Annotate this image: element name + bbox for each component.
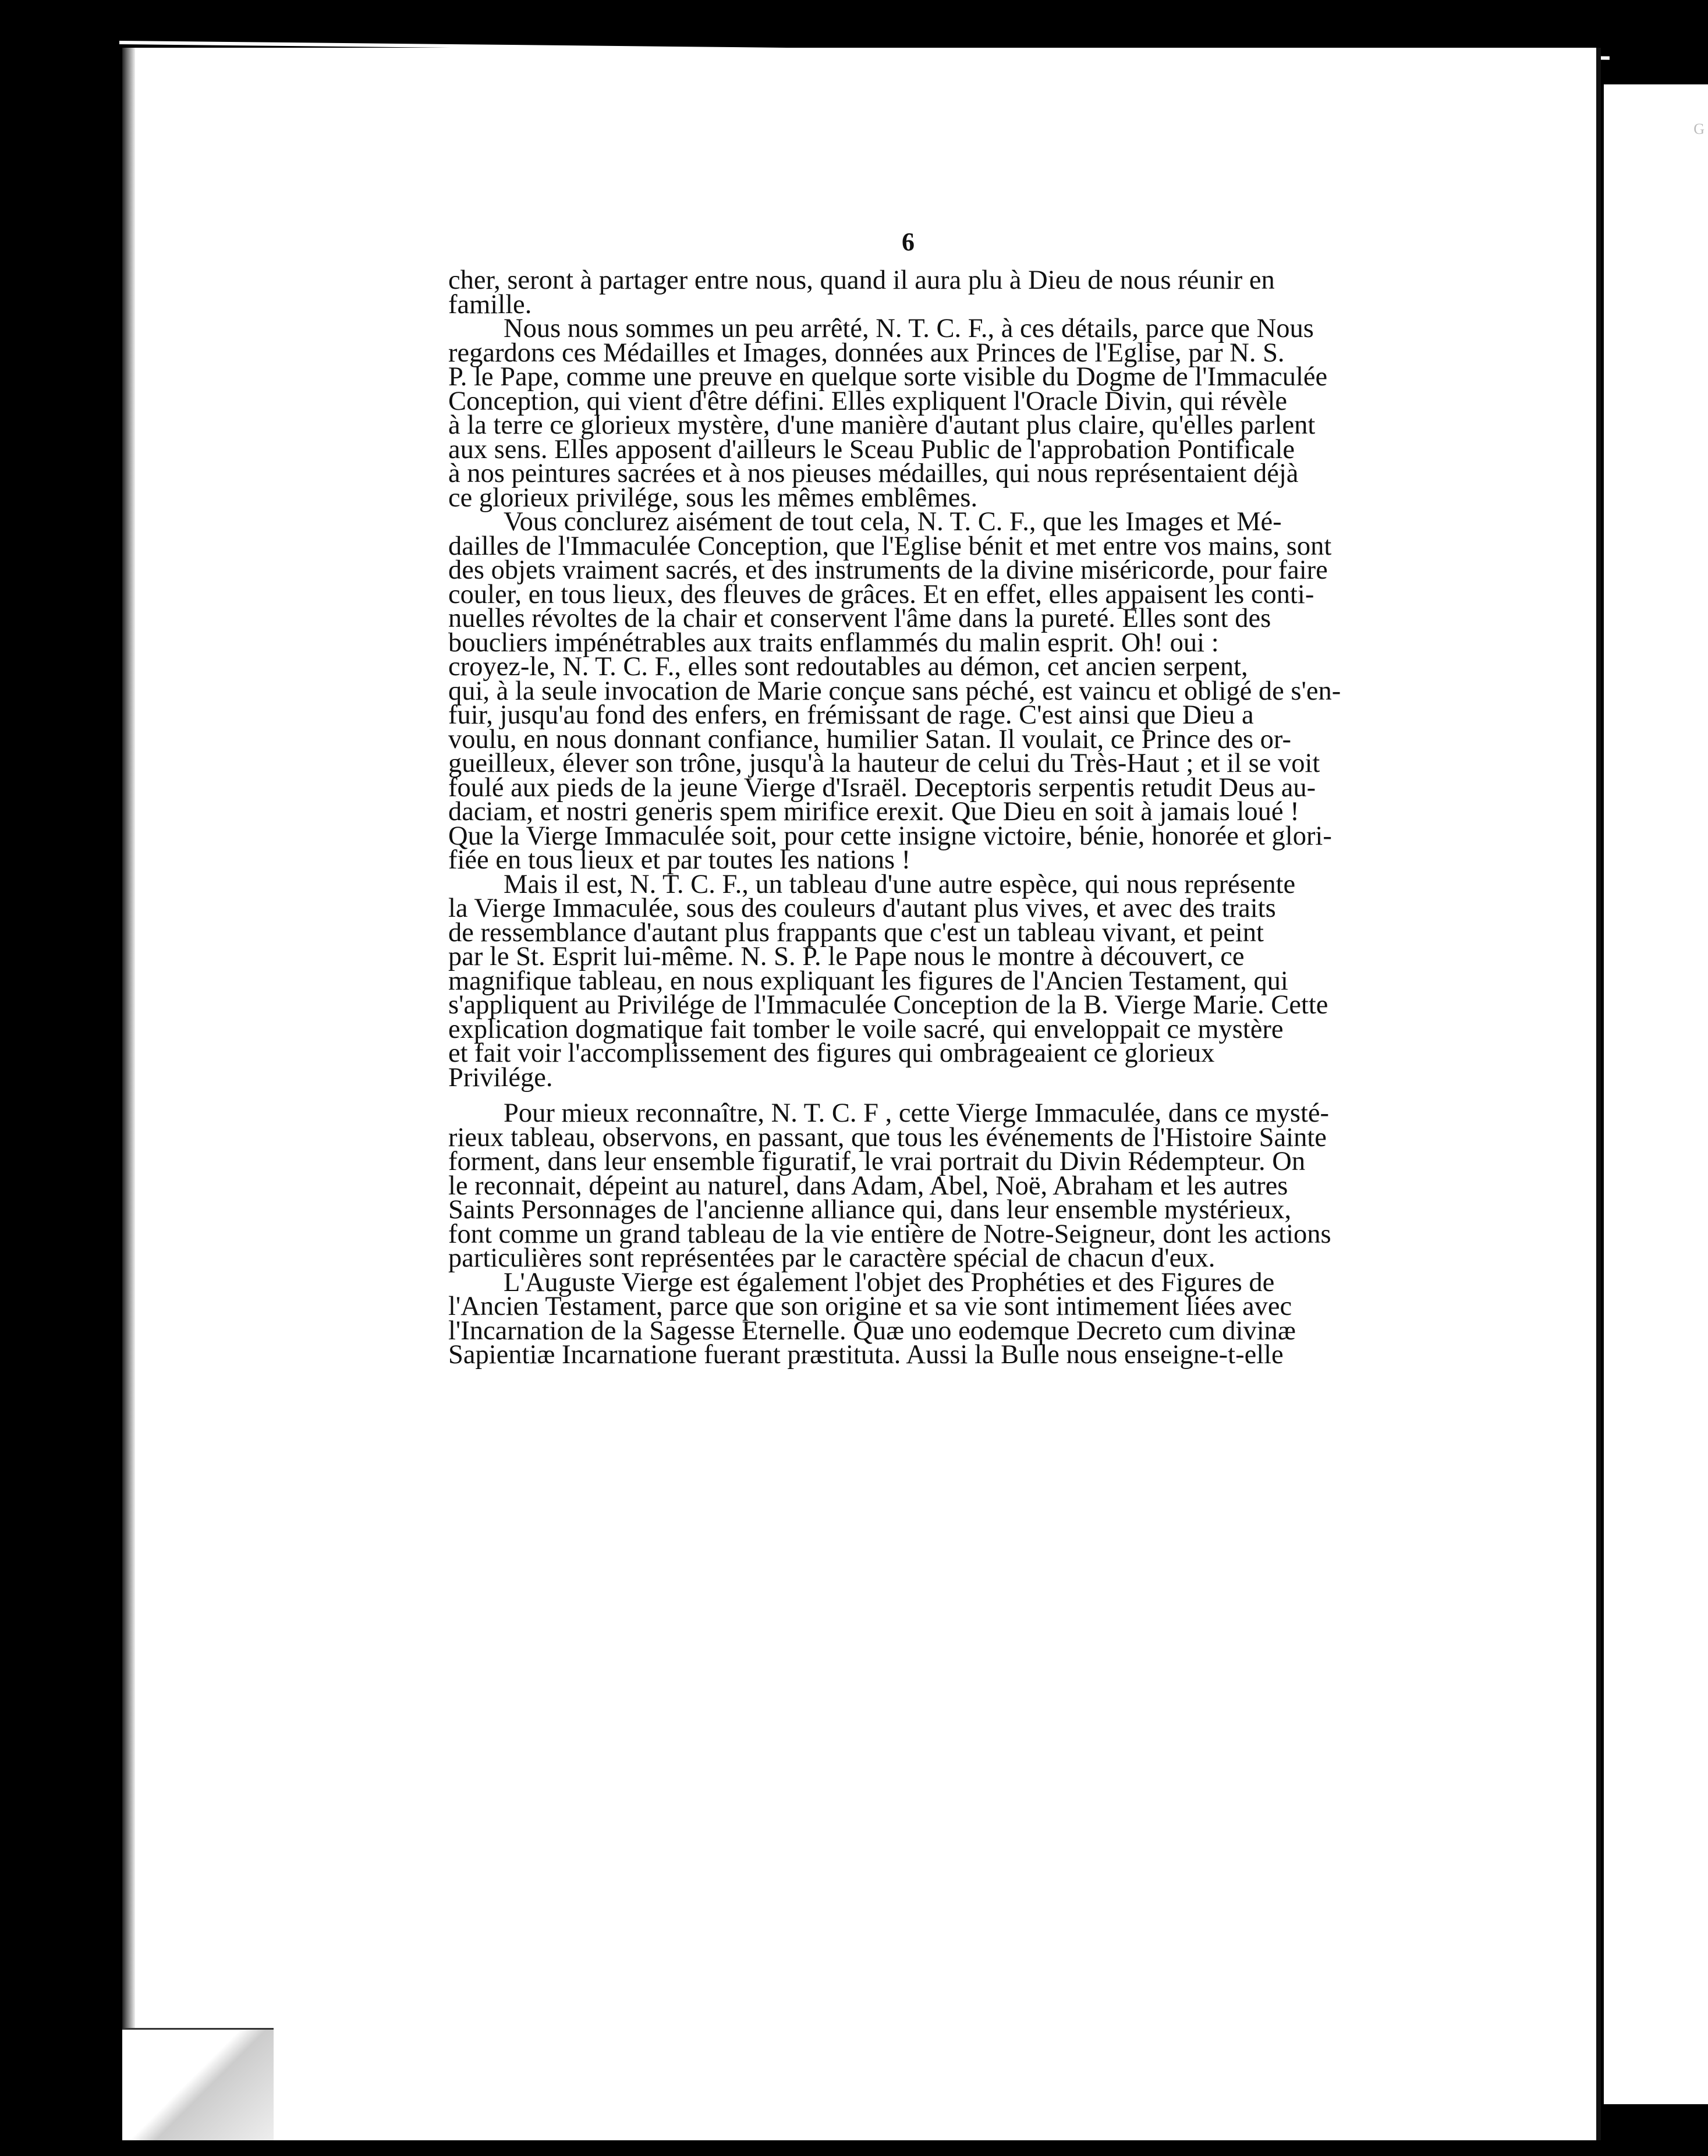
text-line: famille.: [448, 289, 532, 320]
text-line: gueilleux, élever son trône, jusqu'à la hauteur de celui du Très-Haut ; et il se voit: [448, 749, 1320, 778]
text-line: font comme un grand tableau de la vie entière de Notre-Seigneur, dont les actions: [448, 1219, 1331, 1249]
paragraph: [448, 265, 1333, 320]
text-line: dailles de l'Immaculée Conception, que l'Eglise bénit et met entre vos mains, sont: [448, 531, 1332, 561]
text-line: magnifique tableau, en nous expliquant les figures de l'Ancien Testament, qui: [448, 966, 1288, 996]
text-line: couler, en tous lieux, des fleuves de grâces. Et en effet, elles appaisent les conti-: [448, 579, 1314, 609]
page-fold: [122, 2028, 274, 2140]
paragraph: [448, 507, 1341, 875]
text-line: daciam, et nostri generis spem mirifice erexit. Que Dieu en soit à jamais loué !: [448, 797, 1299, 827]
text-line: la Vierge Immaculée, sous des couleurs d'autant plus vives, et avec des traits: [448, 893, 1276, 923]
page-content: [448, 227, 1341, 1370]
text-line: Pour mieux reconnaître, N. T. C. F , cette Vierge Immaculée, dans ce mysté-: [504, 1098, 1330, 1128]
text-line: le reconnait, dépeint au naturel, dans Adam, Abel, Noë, Abraham et les autres: [448, 1171, 1288, 1201]
text-line: forment, dans leur ensemble figuratif, le vrai portrait du Divin Rédempteur. On: [448, 1147, 1306, 1176]
text-line: cher, seront à partager entre nous, quand il aura plu à Dieu de nous réunir en: [448, 265, 1275, 295]
text-line: par le St. Esprit lui-même. N. S. P. le Pape nous le montre à découvert, ce: [448, 942, 1245, 971]
paragraph: [448, 1267, 1333, 1370]
text-line: boucliers impénétrables aux traits enflammés du malin esprit. Oh! oui :: [448, 627, 1219, 658]
text-line: Conception, qui vient d'être défini. Elles expliquent l'Oracle Divin, qui révèle: [448, 386, 1288, 416]
text-line: de ressemblance d'autant plus frappants que c'est un tableau vivant, et peint: [448, 917, 1264, 948]
paragraph: [448, 1098, 1333, 1273]
text-line: l'Incarnation de la Sagesse Eternelle. Quæ uno eodemque Decreto cum divinæ: [448, 1315, 1296, 1346]
text-line: regardons ces Médailles et Images, données aux Princes de l'Eglise, par N. S.: [448, 338, 1285, 368]
text-line: particulières sont représentées par le caractère spécial de chacun d'eux.: [448, 1243, 1216, 1273]
text-line: voulu, en nous donnant confiance, humilier Satan. Il voulait, ce Prince des or-: [448, 724, 1291, 754]
text-line: l'Ancien Testament, parce que son origine et sa vie sont intimement liées avec: [448, 1292, 1292, 1321]
text-line: Sapientiæ Incarnatione fuerant præstituta. Aussi la Bulle nous enseigne-t-elle: [448, 1340, 1284, 1370]
text-line: croyez-le, N. T. C. F., elles sont redoutables au démon, cet ancien serpent,: [448, 652, 1248, 682]
film-margin-strip: [1604, 84, 1708, 2104]
paragraph: [448, 314, 1333, 513]
text-line: foulé aux pieds de la jeune Vierge d'Israël. Deceptoris serpentis retudit Deus au-: [448, 772, 1316, 803]
text-line: Mais il est, N. T. C. F., un tableau d'une autre espèce, qui nous représente: [504, 869, 1296, 899]
text-line: Nous nous sommes un peu arrêté, N. T. C. F., à ces détails, parce que Nous: [504, 314, 1314, 343]
text-line: Saints Personnages de l'ancienne alliance qui, dans leur ensemble mystérieux,: [448, 1195, 1292, 1225]
text-line: fiée en tous lieux et par toutes les nations !: [448, 845, 911, 875]
text-line: à la terre ce glorieux mystère, d'une manière d'autant plus claire, qu'elles parlent: [448, 410, 1316, 440]
text-line: Vous conclurez aisément de tout cela, N. T. C. F., que les Images et Mé-: [504, 507, 1282, 537]
text-line: qui, à la seule invocation de Marie conçue sans péché, est vaincu et obligé de s'en-: [448, 676, 1341, 706]
text-line: Que la Vierge Immaculée soit, pour cette insigne victoire, bénie, honorée et glori-: [448, 821, 1332, 851]
page-binding-edge: [122, 48, 135, 2140]
text-line: des objets vraiment sacrés, et des instruments de la divine miséricorde, pour faire: [448, 555, 1328, 585]
text-line: P. le Pape, comme une preuve en quelque sorte visible du Dogme de l'Immaculée: [448, 362, 1328, 392]
text-line: ce glorieux privilége, sous les mêmes emblêmes.: [448, 483, 978, 513]
text-line: s'appliquent au Privilége de l'Immaculée Conception de la B. Vierge Marie. Cette: [448, 990, 1328, 1020]
text-line: explication dogmatique fait tomber le voile sacré, qui enveloppait ce mystère: [448, 1014, 1284, 1044]
page-right-edge: [1596, 48, 1601, 2140]
text-line: Privilége.: [448, 1062, 553, 1093]
text-line: et fait voir l'accomplissement des figures qui ombrageaient ce glorieux: [448, 1038, 1215, 1068]
corner-mark: G: [1693, 120, 1705, 137]
page-number: 6: [902, 228, 915, 256]
text-line: fuir, jusqu'au fond des enfers, en frémissant de rage. C'est ainsi que Dieu a: [448, 700, 1254, 730]
text-line: L'Auguste Vierge est également l'objet des Prophéties et des Figures de: [504, 1267, 1275, 1297]
text-line: rieux tableau, observons, en passant, que tous les événements de l'Histoire Sainte: [448, 1122, 1327, 1153]
text-line: aux sens. Elles apposent d'ailleurs le Sceau Public de l'approbation Pontificale: [448, 434, 1295, 464]
text-line: à nos peintures sacrées et à nos pieuses médailles, qui nous représentaient déjà: [448, 459, 1299, 488]
text-line: nuelles révoltes de la chair et conservent l'âme dans la pureté. Elles sont des: [448, 604, 1271, 633]
paragraph: [448, 869, 1333, 1093]
